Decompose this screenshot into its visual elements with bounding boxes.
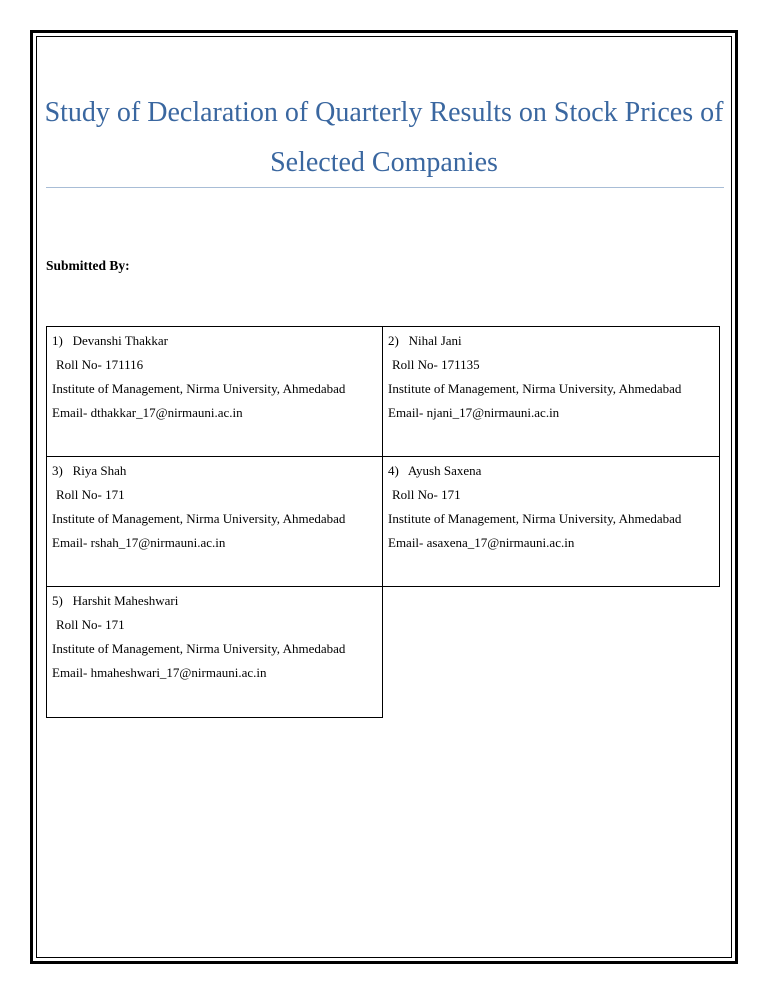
submitted-by-label: Submitted By:: [46, 258, 130, 273]
title-line-2: Selected Companies: [270, 147, 498, 178]
author-email: Email- dthakkar_17@nirmauni.ac.in: [52, 405, 243, 420]
author-name: 4) Ayush Saxena: [388, 463, 482, 478]
author-card-2: [382, 326, 720, 457]
author-name: 2) Nihal Jani: [388, 333, 462, 348]
author-institute: Institute of Management, Nirma University, Ahmedabad: [52, 511, 346, 526]
author-name: 1) Devanshi Thakkar: [52, 333, 169, 348]
author-name: 5) Harshit Maheshwari: [52, 593, 179, 608]
document-title: [40, 88, 728, 188]
author-card-4: [382, 456, 720, 587]
author-roll: Roll No- 171: [392, 487, 461, 502]
author-institute: Institute of Management, Nirma University, Ahmedabad: [52, 381, 346, 396]
author-roll: Roll No- 171135: [392, 357, 480, 372]
author-card-3: [46, 456, 383, 587]
author-institute: Institute of Management, Nirma University, Ahmedabad: [388, 381, 682, 396]
author-roll: Roll No- 171116: [56, 357, 144, 372]
title-divider: [46, 187, 724, 188]
author-card-1: [46, 326, 383, 457]
author-roll: Roll No- 171: [56, 487, 125, 502]
author-card-5: [46, 586, 383, 718]
author-institute: Institute of Management, Nirma University, Ahmedabad: [52, 641, 346, 656]
author-email: Email- hmaheshwari_17@nirmauni.ac.in: [52, 665, 267, 680]
author-institute: Institute of Management, Nirma University, Ahmedabad: [388, 511, 682, 526]
author-name: 3) Riya Shah: [52, 463, 127, 478]
author-email: Email- rshah_17@nirmauni.ac.in: [52, 535, 226, 550]
title-line-1: Study of Declaration of Quarterly Results on Stock Prices of: [44, 97, 724, 128]
author-email: Email- njani_17@nirmauni.ac.in: [388, 405, 560, 420]
author-roll: Roll No- 171: [56, 617, 125, 632]
author-email: Email- asaxena_17@nirmauni.ac.in: [388, 535, 575, 550]
